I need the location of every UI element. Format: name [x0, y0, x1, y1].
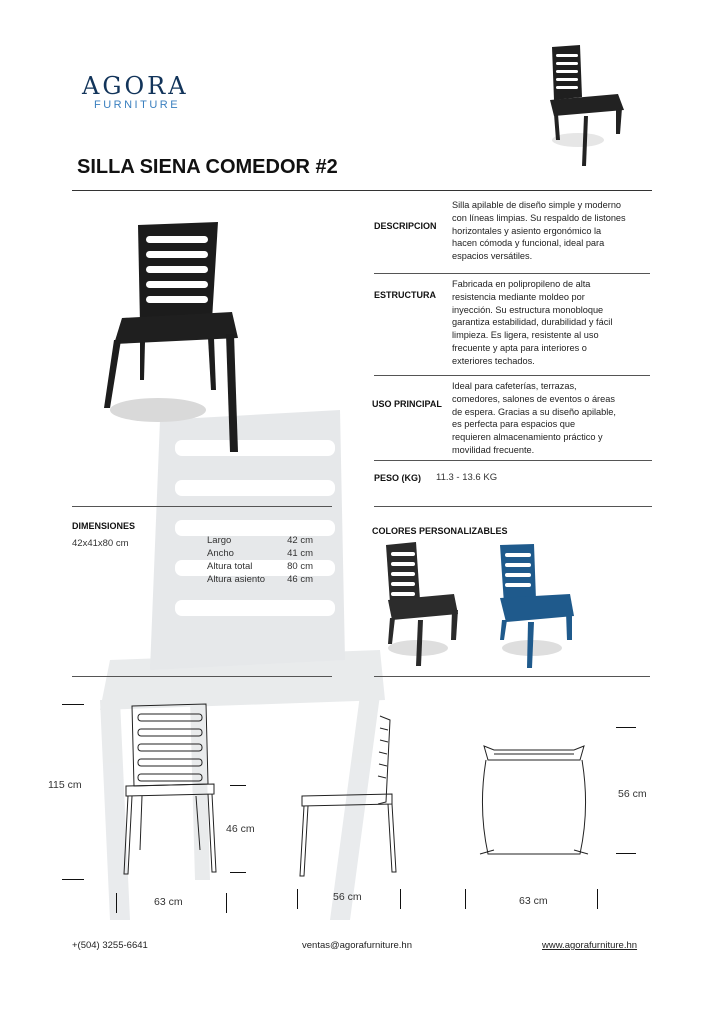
dimension-row: Altura total 80 cm	[207, 561, 313, 572]
spec-divider	[374, 273, 650, 274]
dimension-tick	[616, 727, 636, 728]
dimension-tick	[116, 893, 117, 913]
dimension-tick	[230, 872, 246, 873]
uso-label: USO PRINCIPAL	[372, 399, 442, 409]
color-swatch-black-chair	[378, 540, 468, 670]
section-divider	[72, 506, 332, 507]
section-divider	[374, 676, 650, 677]
dimension-tick	[62, 704, 84, 705]
dimension-tick	[465, 889, 466, 909]
footer-email[interactable]: ventas@agorafurniture.hn	[302, 940, 412, 951]
spec-divider	[374, 375, 650, 376]
front-view-drawing	[118, 700, 218, 880]
brand-tagline: FURNITURE	[94, 99, 181, 111]
colores-label: COLORES PERSONALIZABLES	[372, 526, 508, 536]
color-swatch-blue-chair	[492, 540, 582, 670]
dimension-row: Altura asiento 46 cm	[207, 574, 313, 585]
side-view-drawing	[292, 712, 404, 882]
dimension-tick	[62, 879, 84, 880]
section-divider	[72, 676, 332, 677]
dimensiones-label: DIMENSIONES	[72, 521, 136, 531]
brand-logo: AGORA	[82, 72, 189, 100]
front-height-label: 115 cm	[48, 779, 82, 791]
peso-value: 11.3 - 13.6 KG	[436, 472, 498, 483]
uso-text: Ideal para cafeterías, terrazas, comedores, salones de eventos o áreas de espera. Gracias a su diseño apilable, es perfecta para espacios que requieren almacenamiento práctico y movilidad frecuente.	[452, 381, 616, 455]
dimension-tick	[616, 853, 636, 854]
estructura-label: ESTRUCTURA	[374, 290, 436, 300]
chair-thumbnail-image	[540, 42, 630, 172]
dimension-tick	[597, 889, 598, 909]
estructura-text: Fabricada en polipropileno de alta resistencia mediante moldeo por inyección. Su estructura monobloque garantiza estabilidad, durabilidad y fácil limpieza. Es ligera, resistente al uso frecuente y apta para interiores o exteriores techados.	[452, 279, 613, 366]
seat-height-label: 46 cm	[226, 823, 255, 835]
top-view-drawing	[474, 738, 594, 862]
side-depth-label: 56 cm	[333, 891, 362, 903]
top-depth-label: 56 cm	[618, 788, 647, 800]
main-chair-image	[100, 220, 250, 460]
top-width-label: 63 cm	[519, 895, 548, 907]
dimension-tick	[230, 785, 246, 786]
spec-divider	[374, 460, 652, 461]
footer-website-link[interactable]: www.agorafurniture.hn	[542, 940, 638, 951]
front-width-label: 63 cm	[154, 896, 183, 908]
page-title: SILLA SIENA COMEDOR #2	[77, 156, 338, 178]
dimension-tick	[400, 889, 401, 909]
section-divider	[374, 506, 652, 507]
dimensiones-summary: 42x41x80 cm	[72, 538, 129, 549]
dimension-row: Ancho 41 cm	[207, 548, 313, 559]
descripcion-label: DESCRIPCION	[374, 221, 437, 231]
dimensions-table	[207, 534, 313, 586]
peso-label: PESO (KG)	[374, 473, 422, 483]
descripcion-text: Silla apilable de diseño simple y moderno con líneas limpias. Su respaldo de listones horizontales y asiento ergonómico la hacen cómoda y funcional, ideal para espacios versátiles.	[452, 200, 626, 262]
dimension-row: Largo 42 cm	[207, 535, 313, 546]
title-divider	[72, 190, 652, 191]
footer-phone[interactable]: +(504) 3255-6641	[72, 940, 148, 951]
dimension-tick	[226, 893, 227, 913]
dimension-tick	[297, 889, 298, 909]
